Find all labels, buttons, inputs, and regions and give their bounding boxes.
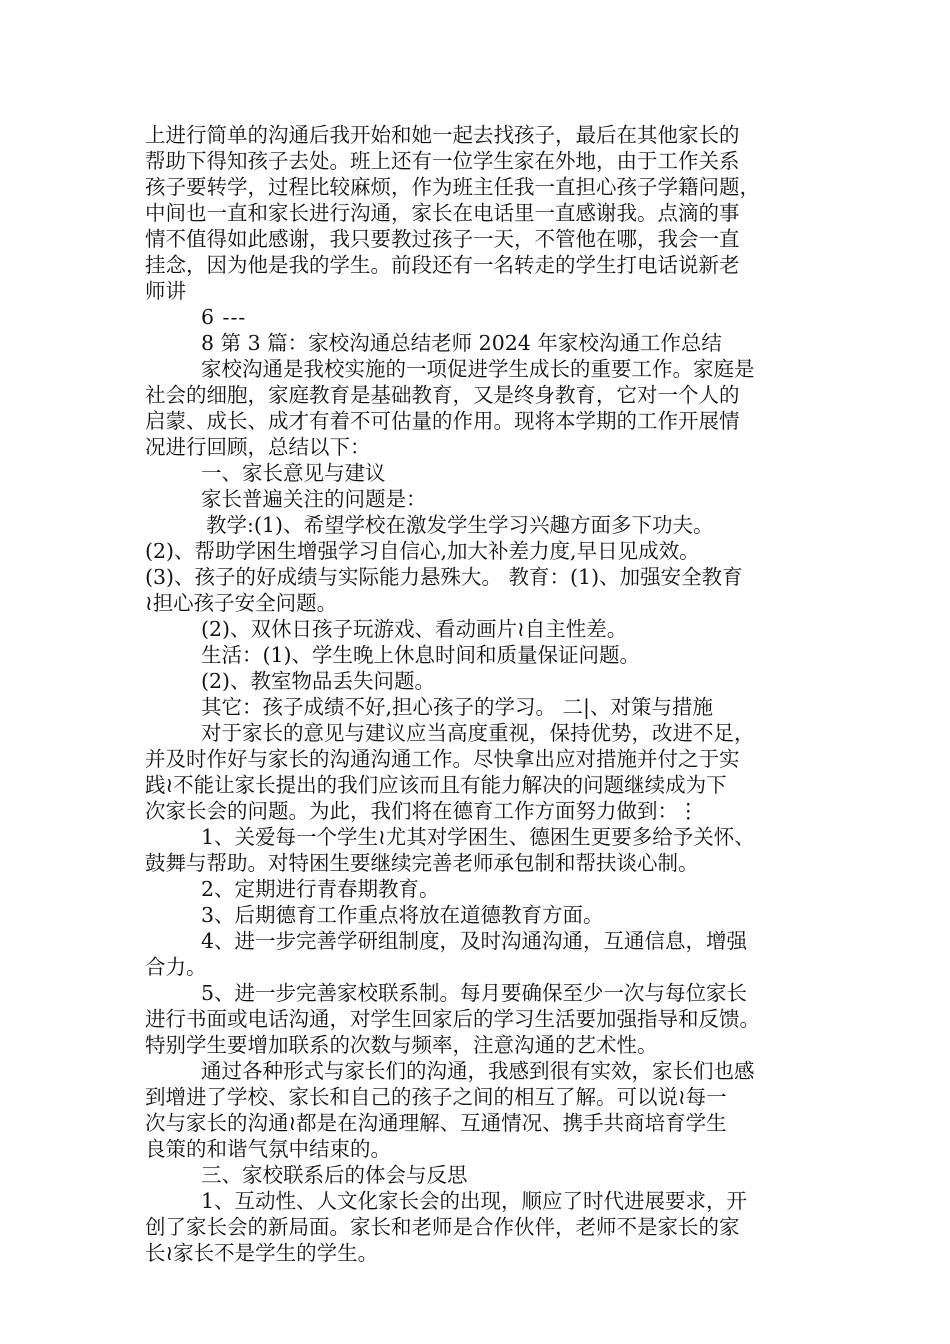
text-line: 启蒙、成长、成才有着不可估量的作用。现将本学期的工作开展情 [145,409,740,433]
text-line: 师讲 [145,279,186,303]
text-line: 4、进一步完善学研组制度，及时沟通沟通，互通信息，增强 [201,929,748,953]
text-line: 中间也一直和家长进行沟通，家长在电话里一直感谢我。点滴的事 [145,201,740,225]
text-line: 家校沟通是我校实施的一项促进学生成长的重要工作。家庭是 [201,357,755,381]
text-line: 其它：孩子成绩不好,担心孩子的学习。 二|、对策与措施 [201,695,713,719]
text-line: (2)、双休日孩子玩游戏、看动画片≀自主性差。 [201,617,628,641]
heading-1: 一、家长意见与建议 [201,461,386,485]
text-line: (2)、教室物品丢失问题。 [201,669,436,693]
text-line: 合力。 [145,955,207,979]
text-line: 挂念，因为他是我的学生。前段还有一名转走的学生打电话说新老 [145,253,740,277]
text-line: 帮助下得知孩子去处。班上还有一位学生家在外地，由于工作关系 [145,149,740,173]
text-line: 到增进了学校、家长和自己的孩子之间的相互了解。可以说≀每一 [145,1085,727,1109]
text-line: 情不值得如此感谢，我只要教过孩子一天，不管他在哪，我会一直 [145,227,740,251]
text-line: 生活：(1)、学生晚上休息时间和质量保证问题。 [201,643,641,667]
heading-3: 三、家校联系后的体会与反思 [201,1163,468,1187]
text-line: (3)、孩子的好成绩与实际能力悬殊大。 教育：(1)、加强安全教育 [145,565,743,589]
text-line: 并及时作好与家长的沟通沟通工作。尽快拿出应对措施并付之于实 [145,747,740,771]
text-line: 上进行简单的沟通后我开始和她一起去找孩子，最后在其他家长的 [145,123,740,147]
text-line: 1、互动性、人文化家长会的出现，顺应了时代进展要求，开 [201,1189,748,1213]
text-line: 创了家长会的新局面。家长和老师是合作伙伴，老师不是家长的家 [145,1215,740,1239]
text-line: 家长普遍关注的问题是： [201,487,427,511]
text-line: 3、后期德育工作重点将放在道德教育方面。 [201,903,604,927]
text-line: 孩子要转学，过程比较麻烦，作为班主任我一直担心孩子学籍问题， [145,175,760,199]
text-line: 特别学生要增加联系的次数与频率，注意沟通的艺术性。 [145,1033,658,1057]
text-line: 践≀不能让家长提出的我们应该而且有能力解决的问题继续成为下 [145,773,727,797]
text-line: 5、进一步完善家校联系制。每月要确保至少一次与每位家长 [201,981,748,1005]
text-line: 2、定期进行青春期教育。 [201,877,440,901]
text-line: 次家长会的问题。为此，我们将在德育工作方面努力做到：⋮ [145,799,699,823]
text-line: 长≀家长不是学生的学生。 [145,1241,379,1265]
text-line: 通过各种形式与家长们的沟通，我感到很有实效，家长们也感 [201,1059,755,1083]
text-line: (2)、帮助学困生增强学习自信心,加大补差力度,早日见成效。 [145,539,700,563]
text-line: 对于家长的意见与建议应当高度重视，保持优势，改进不足， [201,721,755,745]
text-line: 况进行回顾，总结以下： [145,435,371,459]
text-line: 教学:(1)、希望学校在激发学生学习兴趣方面多下功夫。 [206,513,714,537]
text-line: 进行书面或电话沟通，对学生回家后的学习生活要加强指导和反馈。 [145,1007,760,1031]
text-line: 次与家长的沟通≀都是在沟通理解、互通情况、携手共商培育学生 [145,1111,727,1135]
section-title: 8 第 3 篇：家校沟通总结老师 2024 年家校沟通工作总结 [201,331,722,355]
text-line: ≀担心孩子安全问题。 [145,591,338,615]
text-line: 鼓舞与帮助。对特困生要继续完善老师承包制和帮扶谈心制。 [145,851,699,875]
text-line: 1、关爱每一个学生≀尤其对学困生、德困生更要多给予关怀、 [201,825,755,849]
text-line: 良策的和谐气氛中结束的。 [145,1137,391,1161]
page-number: 6 --- [201,305,247,329]
document-page [145,122,845,1266]
text-line: 社会的细胞，家庭教育是基础教育，又是终身教育，它对一个人的 [145,383,740,407]
